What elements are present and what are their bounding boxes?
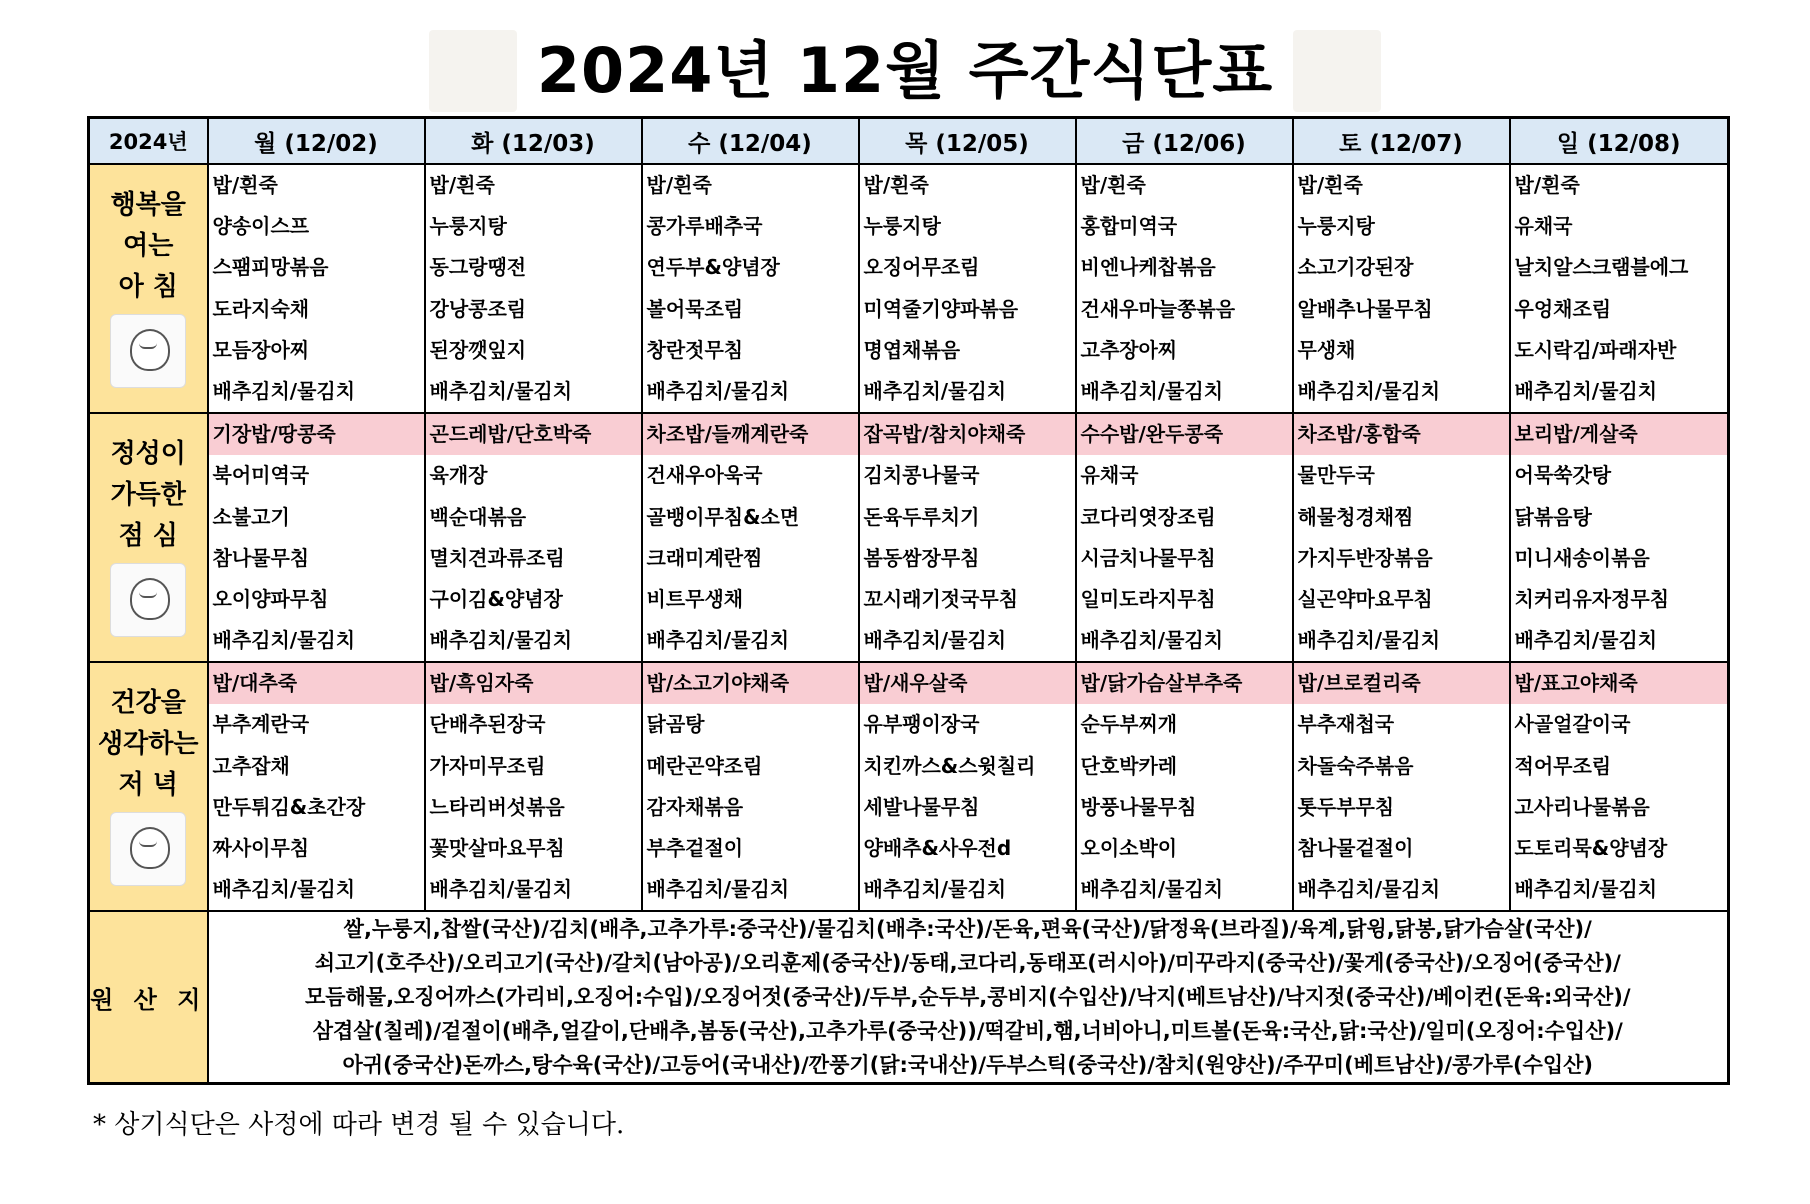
- menu-item: 비트무생채: [646, 586, 744, 611]
- menu-item: 치킨까스&스윗칠리: [863, 753, 1036, 778]
- menu-item: 고추잡채: [212, 753, 290, 778]
- menu-item: 물만두국: [1297, 463, 1375, 488]
- menu-item: 누룽지탕: [429, 214, 507, 239]
- dinner-label: [89, 662, 208, 911]
- menu-item: 배추김치/물김치: [1297, 628, 1441, 653]
- meal-label-line: 건강을: [110, 688, 186, 719]
- origin-line: 아귀(중국산)돈까스,탕수육(국산)/고등어(국내산)/깐풍기(닭:국내산)/두부스틱(중국산)/참치(원양산)/주꾸미(베트남산)/콩가루(수입산): [342, 1053, 1594, 1078]
- menu-item: 밥/닭가슴살부추죽: [1077, 663, 1292, 704]
- menu-item: 일미도라지무침: [1080, 586, 1216, 611]
- menu-item: 누룽지탕: [1297, 214, 1375, 239]
- menu-item: 김치콩나물국: [863, 463, 980, 488]
- menu-item: 백순대볶음: [429, 504, 527, 529]
- menu-item: 배추김치/물김치: [429, 628, 573, 653]
- cartoon-bear-icon: [110, 812, 186, 886]
- menu-cell: [642, 164, 859, 413]
- menu-item: 배추김치/물김치: [429, 877, 573, 902]
- menu-item: 유채국: [1514, 214, 1573, 239]
- menu-item: 꽃맛살마요무침: [429, 836, 565, 860]
- menu-item: 고사리나물볶음: [1514, 794, 1650, 819]
- menu-item: 스팸피망볶음: [212, 255, 329, 280]
- menu-item: 배추김치/물김치: [1514, 628, 1658, 653]
- menu-item: 배추김치/물김치: [863, 877, 1007, 902]
- menu-cell: [1076, 662, 1293, 911]
- day-header-sun: 일 (12/08): [1510, 118, 1729, 165]
- menu-item: 강낭콩조림: [429, 296, 527, 321]
- menu-item: 닭곰탕: [646, 712, 705, 737]
- menu-cell: [1510, 164, 1729, 413]
- menu-item: 수수밥/완두콩죽: [1077, 414, 1292, 455]
- meal-label-line: 여는: [123, 231, 174, 262]
- menu-item: 사골얼갈이국: [1514, 712, 1631, 737]
- menu-item: 우엉채조림: [1514, 296, 1612, 321]
- menu-item: 밥/대추죽: [209, 663, 424, 704]
- menu-item: 배추김치/물김치: [1080, 628, 1224, 653]
- menu-item: 밥/브로컬리죽: [1294, 663, 1509, 704]
- menu-item: 된장깻잎지: [429, 337, 527, 362]
- menu-item: 홍합미역국: [1080, 214, 1178, 239]
- menu-item: 단호박카레: [1080, 753, 1178, 778]
- menu-item: 꼬시래기젓국무침: [863, 586, 1019, 611]
- menu-item: 밥/소고기야채죽: [643, 663, 858, 704]
- header-row: [89, 118, 1729, 165]
- menu-item: 멸치견과류조림: [429, 545, 565, 570]
- menu-cell: [208, 662, 425, 911]
- menu-item: 건새우아욱국: [646, 463, 763, 488]
- menu-item: 배추김치/물김치: [1080, 378, 1224, 403]
- menu-cell: [1293, 164, 1510, 413]
- menu-cell: [1510, 413, 1729, 662]
- menu-item: 톳두부무침: [1297, 794, 1395, 819]
- menu-item: 배추김치/물김치: [646, 378, 790, 403]
- menu-cell: [859, 662, 1076, 911]
- menu-item: 차조밥/홍합죽: [1294, 414, 1509, 455]
- menu-item: 배추김치/물김치: [212, 378, 356, 403]
- breakfast-label: [89, 164, 208, 413]
- menu-item: 배추김치/물김치: [863, 628, 1007, 653]
- pig-illustration-left: [429, 30, 517, 112]
- menu-item: 명엽채볶음: [863, 337, 961, 362]
- menu-cell: [1076, 413, 1293, 662]
- menu-item: 볼어묵조림: [646, 296, 744, 321]
- breakfast-row: [89, 164, 1729, 413]
- menu-item: 닭볶음탕: [1514, 504, 1592, 529]
- menu-item: 누룽지탕: [863, 214, 941, 239]
- origin-line: 모듬해물,오징어까스(가리비,오징어:수입)/오징어젓(중국산)/두부,순두부,콩비지(수입산)/낙지(베트남산)/낙지젓(중국산)/베이컨(돈육:외국산)/: [304, 985, 1631, 1010]
- menu-item: 느타리버섯볶음: [429, 794, 565, 819]
- menu-item: 배추김치/물김치: [646, 877, 790, 902]
- menu-item: 양송이스프: [212, 214, 310, 239]
- menu-item: 도라지숙채: [212, 296, 310, 321]
- menu-item: 밥/새우살죽: [860, 663, 1075, 704]
- menu-item: 미역줄기양파볶음: [863, 296, 1019, 321]
- menu-item: 배추김치/물김치: [1297, 378, 1441, 403]
- menu-item: 시금치나물무침: [1080, 545, 1216, 570]
- menu-cell: [642, 413, 859, 662]
- menu-item: 유채국: [1080, 463, 1139, 488]
- menu-item: 비엔나케찹볶음: [1080, 255, 1216, 280]
- cartoon-bear-icon: [110, 314, 186, 388]
- menu-item: 치커리유자정무침: [1514, 586, 1670, 611]
- menu-item: 만두튀김&초간장: [212, 794, 366, 819]
- meal-label-line: 저 녁: [118, 770, 178, 801]
- menu-item: 참나물무침: [212, 545, 310, 570]
- menu-item: 콩가루배추국: [646, 214, 763, 239]
- day-header-sat: 토 (12/07): [1293, 118, 1510, 165]
- menu-item: 밥/흰죽: [1297, 173, 1363, 197]
- menu-item: 오이소박이: [1080, 836, 1178, 860]
- menu-item: 배추김치/물김치: [646, 628, 790, 653]
- menu-item: 단배추된장국: [429, 712, 546, 737]
- menu-item: 동그랑땡전: [429, 255, 527, 280]
- day-header-wed: 수 (12/04): [642, 118, 859, 165]
- menu-cell: [425, 413, 642, 662]
- origin-line: 쇠고기(호주산)/오리고기(국산)/갈치(남아공)/오리훈제(중국산)/동태,코다리,동태포(러시아)/미꾸라지(중국산)/꽃게(중국산)/오징어(중국산)/: [314, 951, 1621, 976]
- meal-label-line: 행복을: [110, 190, 186, 221]
- menu-item: 고추장아찌: [1080, 337, 1178, 362]
- menu-cell: [208, 164, 425, 413]
- menu-item: 가자미무조림: [429, 753, 546, 778]
- menu-item: 배추김치/물김치: [212, 628, 356, 653]
- meal-label-line: 생각하는: [98, 729, 199, 760]
- menu-item: 돈육두루치기: [863, 504, 980, 529]
- title-bar: [0, 26, 1810, 116]
- menu-item: 밥/흰죽: [646, 173, 712, 197]
- menu-cell: [1293, 662, 1510, 911]
- menu-item: 참나물겉절이: [1297, 836, 1414, 860]
- menu-item: 코다리엿장조림: [1080, 504, 1216, 529]
- menu-item: 배추김치/물김치: [1297, 877, 1441, 902]
- menu-item: 날치알스크램블에그: [1514, 255, 1689, 280]
- menu-item: 기장밥/땅콩죽: [209, 414, 424, 455]
- menu-item: 북어미역국: [212, 463, 310, 488]
- page-title: 2024년 12월 주간식단표: [536, 34, 1274, 107]
- menu-item: 밥/흰죽: [863, 173, 929, 197]
- lunch-label: [89, 413, 208, 662]
- menu-item: 차돌숙주볶음: [1297, 753, 1414, 778]
- menu-item: 실곤약마요무침: [1297, 586, 1433, 611]
- menu-item: 오징어무조림: [863, 255, 980, 280]
- menu-item: 보리밥/게살죽: [1511, 414, 1728, 455]
- menu-item: 연두부&양념장: [646, 255, 780, 280]
- menu-cell: [859, 164, 1076, 413]
- menu-item: 오이양파무침: [212, 586, 329, 611]
- year-header: 2024년: [89, 118, 208, 165]
- meal-label-line: 아 침: [118, 272, 178, 303]
- menu-item: 잡곡밥/참치야채죽: [860, 414, 1075, 455]
- menu-item: 배추김치/물김치: [429, 378, 573, 403]
- menu-item: 부추재첩국: [1297, 712, 1395, 737]
- menu-item: 배추김치/물김치: [863, 378, 1007, 403]
- menu-item: 밥/흰죽: [429, 173, 495, 197]
- meal-label-line: 정성이: [110, 439, 186, 470]
- menu-cell: [642, 662, 859, 911]
- menu-item: 부추겉절이: [646, 836, 744, 860]
- menu-item: 부추계란국: [212, 712, 310, 737]
- menu-item: 곤드레밥/단호박죽: [426, 414, 641, 455]
- menu-cell: [1510, 662, 1729, 911]
- menu-item: 배추김치/물김치: [1514, 378, 1658, 403]
- origin-line: 쌀,누룽지,찹쌀(국산)/김치(배추,고추가루:중국산)/물김치(배추:국산)/돈육,편육(국산)/닭정육(브라질)/육계,닭윙,닭봉,닭가슴살(국산)/: [343, 917, 1592, 942]
- menu-item: 양배추&사우전d: [863, 836, 1012, 860]
- menu-item: 모듬장아찌: [212, 337, 310, 362]
- menu-item: 창란젓무침: [646, 337, 744, 362]
- menu-item: 밥/흰죽: [1514, 173, 1580, 197]
- menu-cell: [1076, 164, 1293, 413]
- menu-item: 도시락김/파래자반: [1514, 337, 1677, 362]
- menu-cell: [425, 662, 642, 911]
- menu-item: 가지두반장볶음: [1297, 545, 1433, 570]
- day-header-fri: 금 (12/06): [1076, 118, 1293, 165]
- menu-item: 구이김&양념장: [429, 586, 563, 611]
- menu-item: 적어무조림: [1514, 753, 1612, 778]
- footnote: * 상기식단은 사정에 따라 변경 될 수 있습니다.: [93, 1110, 625, 1140]
- day-header-mon: 월 (12/02): [208, 118, 425, 165]
- menu-item: 봄동쌈장무침: [863, 545, 980, 570]
- menu-item: 골뱅이무침&소면: [646, 504, 800, 529]
- lunch-row: [89, 413, 1729, 662]
- menu-item: 어묵쑥갓탕: [1514, 463, 1612, 488]
- menu-item: 세발나물무침: [863, 794, 980, 819]
- menu-item: 방풍나물무침: [1080, 794, 1197, 819]
- menu-cell: [208, 413, 425, 662]
- menu-item: 배추김치/물김치: [212, 877, 356, 902]
- day-header-thu: 목 (12/05): [859, 118, 1076, 165]
- menu-item: 배추김치/물김치: [1514, 877, 1658, 902]
- menu-item: 도토리묵&양념장: [1514, 836, 1668, 860]
- menu-item: 짜사이무침: [212, 836, 310, 860]
- meal-label-line: 가득한: [110, 480, 186, 511]
- menu-item: 감자채볶음: [646, 794, 744, 819]
- cartoon-bear-icon: [110, 563, 186, 637]
- menu-cell: [425, 164, 642, 413]
- day-header-tue: 화 (12/03): [425, 118, 642, 165]
- menu-item: 건새우마늘쫑볶음: [1080, 296, 1236, 321]
- weekly-menu-table: [87, 116, 1730, 1085]
- menu-item: 소고기강된장: [1297, 255, 1414, 280]
- menu-item: 순두부찌개: [1080, 712, 1178, 737]
- menu-item: 해물청경채찜: [1297, 504, 1414, 529]
- menu-item: 밥/흰죽: [212, 173, 278, 197]
- menu-item: 메란곤약조림: [646, 753, 763, 778]
- menu-item: 차조밥/들깨계란죽: [643, 414, 858, 455]
- origin-line: 삼겹살(칠레)/겉절이(배추,얼갈이,단배추,봄동(국산),고추가루(중국산))/떡갈비,햄,너비아니,미트볼(돈육:국산,닭:국산)/일미(오징어:수입산)/: [312, 1019, 1623, 1044]
- pig-illustration-right: [1293, 30, 1381, 112]
- origin-row: [89, 911, 1729, 1084]
- menu-item: 배추김치/물김치: [1080, 877, 1224, 902]
- dinner-row: [89, 662, 1729, 911]
- meal-label-line: 점 심: [118, 521, 178, 552]
- menu-item: 크래미계란찜: [646, 545, 763, 570]
- menu-item: 알배추나물무침: [1297, 296, 1433, 321]
- menu-item: 미니새송이볶음: [1514, 545, 1650, 570]
- menu-item: 소불고기: [212, 504, 290, 529]
- menu-item: 유부팽이장국: [863, 712, 980, 737]
- menu-item: 밥/흰죽: [1080, 173, 1146, 197]
- menu-item: 밥/표고야채죽: [1511, 663, 1728, 704]
- menu-item: 밥/흑임자죽: [426, 663, 641, 704]
- origin-list: [208, 911, 1729, 1084]
- menu-cell: [1293, 413, 1510, 662]
- origin-label: 원 산 지: [89, 911, 208, 1084]
- menu-item: 무생채: [1297, 337, 1356, 362]
- menu-item: 육개장: [429, 463, 488, 488]
- menu-cell: [859, 413, 1076, 662]
